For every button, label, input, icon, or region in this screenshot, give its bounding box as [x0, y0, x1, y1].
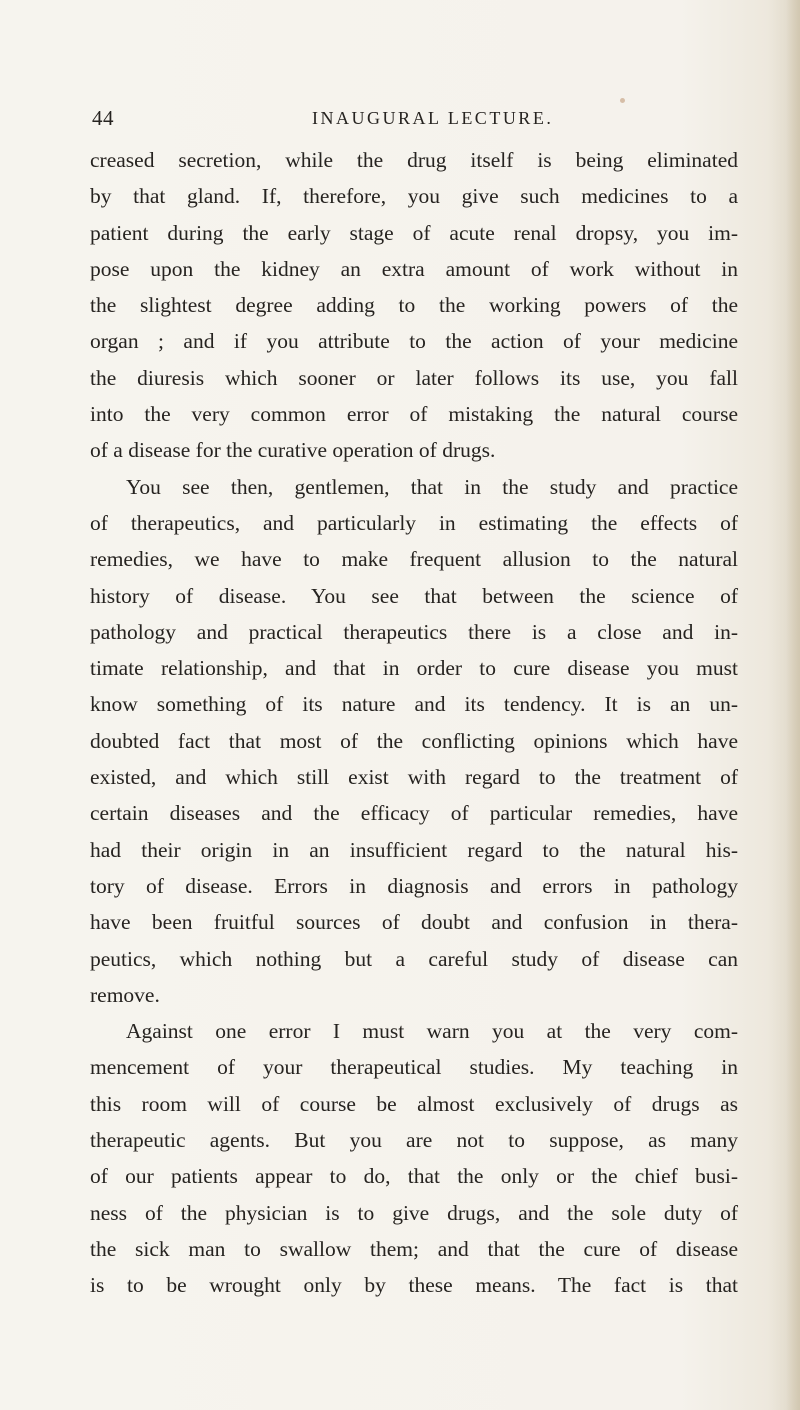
text-line: doubted fact that most of the conflicting opinions which have — [90, 728, 738, 753]
text-line: tory of disease. Errors in diagnosis and errors in pathology — [90, 873, 738, 898]
text-line: history of disease. You see that between the science of — [90, 583, 738, 608]
text-line: certain diseases and the efficacy of particular remedies, have — [90, 801, 738, 826]
text-line: know something of its nature and its tendency. It is an un- — [90, 692, 738, 717]
body-text — [90, 142, 738, 1304]
page-number: 44 — [92, 106, 114, 130]
text-line: of a disease for the curative operation of drugs. — [90, 438, 496, 463]
text-line: by that gland. If, therefore, you give such medicines to a — [90, 184, 738, 209]
running-title: INAUGURAL LECTURE. — [312, 108, 554, 128]
text-line: pathology and practical therapeutics there is a close and in- — [90, 619, 738, 644]
text-line: remove. — [90, 982, 160, 1007]
text-line: into the very common error of mistaking the natural course — [90, 402, 738, 427]
text-line: of therapeutics, and particularly in estimating the effects of — [90, 510, 738, 535]
text-line: had their origin in an insufficient regard to the natural his- — [90, 837, 738, 862]
text-line: of our patients appear to do, that the only or the chief busi- — [90, 1164, 738, 1189]
text-line: timate relationship, and that in order to cure disease you must — [90, 656, 738, 681]
text-line: is to be wrought only by these means. The fact is that — [90, 1273, 738, 1298]
text-line: ness of the physician is to give drugs, and the sole duty of — [90, 1200, 738, 1225]
paragraph-start-line: You see then, gentlemen, that in the study and practice — [126, 474, 738, 499]
text-line: therapeutic agents. But you are not to suppose, as many — [90, 1128, 738, 1153]
text-line: organ ; and if you attribute to the action of your medicine — [90, 329, 738, 354]
text-line: the slightest degree adding to the working powers of the — [90, 293, 738, 318]
text-line: patient during the early stage of acute renal dropsy, you im- — [90, 220, 738, 245]
paragraph-start-line: Against one error I must warn you at the very com- — [126, 1019, 738, 1044]
text-line: the diuresis which sooner or later follows its use, you fall — [90, 365, 738, 390]
text-line: mencement of your therapeutical studies. My teaching in — [90, 1055, 738, 1080]
text-line: this room will of course be almost exclusively of drugs as — [90, 1091, 738, 1116]
text-line: peutics, which nothing but a careful study of disease can — [90, 946, 738, 971]
text-line: remedies, we have to make frequent allusion to the natural — [90, 547, 738, 572]
text-line: creased secretion, while the drug itself is being eliminated — [90, 148, 738, 172]
text-line: existed, and which still exist with regard to the treatment of — [90, 765, 738, 790]
text-line: the sick man to swallow them; and that the cure of disease — [90, 1236, 738, 1261]
text-line: have been fruitful sources of doubt and confusion in thera- — [90, 910, 738, 935]
page-header — [92, 106, 732, 140]
text-line: pose upon the kidney an extra amount of work without in — [90, 256, 738, 281]
page-edge-shadow — [786, 0, 800, 1410]
paper-speck — [620, 98, 625, 103]
